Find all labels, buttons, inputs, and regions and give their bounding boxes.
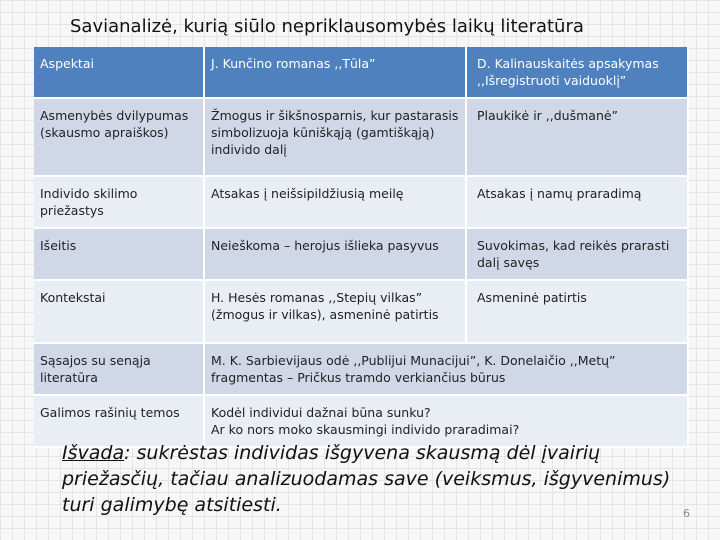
row-merged-cell: M. K. Sarbievijaus odė ,,Publijui Munacijui”, K. Donelaičio ,,Metų” fragmentas – Pričkus tramdo verkiančius būrus — [204, 343, 688, 395]
table-row — [34, 343, 688, 395]
table-header-row — [34, 47, 688, 98]
comparison-table — [34, 47, 689, 448]
header-kalinauskaite-story: D. Kalinauskaitės apsakymas ,,Išregistruoti vaiduoklį” — [466, 47, 688, 98]
table-row — [34, 98, 688, 176]
row-aspect-cell: Asmenybės dvilypumas (skausmo apraiškos) — [34, 98, 204, 176]
page-title: Savianalizė, kurią siūlo nepriklausomybės laikų literatūra — [70, 16, 584, 37]
row-aspect-cell: Individo skilimo priežastys — [34, 176, 204, 228]
row-aspect-cell: Galimos rašinių temos — [34, 395, 204, 447]
row-aspect-cell: Sąsajos su senąja literatūra — [34, 343, 204, 395]
table-row — [34, 228, 688, 280]
row-aspect-cell: Kontekstai — [34, 280, 204, 343]
row-kuncinas-cell: Neieškoma – herojus išlieka pasyvus — [204, 228, 466, 280]
row-kalinauskaite-cell: Atsakas į namų praradimą — [466, 176, 688, 228]
row-kuncinas-cell: H. Hesės romanas ,,Stepių vilkas” (žmogus ir vilkas), asmeninė patirtis — [204, 280, 466, 343]
essay-topic-line: Ar ko nors moko skausmingi individo praradimai? — [211, 422, 520, 437]
table-row — [34, 176, 688, 228]
conclusion-text — [62, 440, 702, 518]
header-aspect: Aspektai — [34, 47, 204, 98]
table-row — [34, 280, 688, 343]
essay-topic-line: Kodėl individui dažnai būna sunku? — [211, 405, 431, 420]
conclusion-term: Išvada — [62, 442, 125, 464]
row-kuncinas-cell: Atsakas į neišsipildžiusią meilę — [204, 176, 466, 228]
header-kuncinas-novel: J. Kunčino romanas ,,Tūla” — [204, 47, 466, 98]
page-number: 6 — [683, 507, 690, 520]
row-kalinauskaite-cell: Asmeninė patirtis — [466, 280, 688, 343]
conclusion-body: : sukrėstas individas išgyvena skausmą dėl įvairių priežasčių, tačiau analizuodamas save (veiksmus, išgyvenimus) turi galimybę atsitiesti. — [62, 442, 671, 516]
row-kalinauskaite-cell: Plaukikė ir ,,dušmanė” — [466, 98, 688, 176]
row-kuncinas-cell: Žmogus ir šikšnosparnis, kur pastarasis simbolizuoja kūniškąją (gamtiškąją) individo dalį — [204, 98, 466, 176]
row-aspect-cell: Išeitis — [34, 228, 204, 280]
row-kalinauskaite-cell: Suvokimas, kad reikės prarasti dalį savęs — [466, 228, 688, 280]
